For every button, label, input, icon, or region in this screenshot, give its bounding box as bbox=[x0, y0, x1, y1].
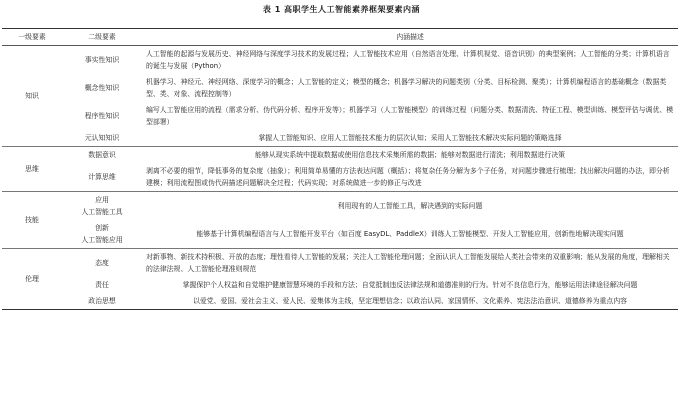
sub-element: 责任 bbox=[95, 281, 109, 289]
header-level1: 一级要素 bbox=[18, 33, 46, 41]
requirements-table bbox=[2, 28, 678, 310]
table-row bbox=[2, 163, 678, 192]
sub-element: 概念性知识 bbox=[84, 84, 120, 92]
description-text: 能够从现实系统中提取数据或使用信息技术采集所需的数据；能够对数据进行清洗；利用数据进行决策 bbox=[254, 151, 566, 159]
category-ethics: 伦理 bbox=[25, 275, 39, 283]
description-text: 以爱党、爱国、爱社会主义、爱人民、爱集体为主线，坚定理想信念；以政治认同、家国情怀、文化素养、宪法法治意识、道德修养为重点内容 bbox=[192, 297, 628, 305]
header-description: 内涵描述 bbox=[396, 33, 424, 41]
description-cell bbox=[142, 74, 678, 102]
sub-element: 计算思维 bbox=[88, 173, 116, 181]
table-row bbox=[2, 192, 678, 221]
description-text: 人工智能的起源与发展历史、神经网络与深度学习技术的发展过程；人工智能技术应用（自然语言处理、计算机视觉、语音识别）的典型案例；人工智能的分类；计算机语言的诞生与发展（Python） bbox=[146, 50, 670, 70]
category-thinking: 思维 bbox=[25, 165, 39, 173]
description-cell bbox=[142, 130, 678, 147]
description-cell bbox=[142, 147, 678, 164]
table-row bbox=[2, 220, 678, 249]
description-text: 编写人工智能应用的流程（需求分析、伪代码分析、程序开发等）；机器学习（人工智能模型）的训练过程（问题分类、数据清洗、特征工程、模型训练、模型评估与调优、模型部署） bbox=[146, 106, 674, 126]
sub-element: 数据意识 bbox=[88, 151, 116, 159]
description-cell bbox=[142, 293, 678, 310]
sub-element: 态度 bbox=[95, 259, 109, 267]
table-row bbox=[2, 147, 678, 164]
table-row bbox=[2, 277, 678, 293]
table-row bbox=[2, 74, 678, 102]
description-cell bbox=[142, 46, 678, 75]
table-row bbox=[2, 249, 678, 278]
description-text: 能够基于计算机编程语言与人工智能开发平台（如百度 EasyDL、PaddleX）训练人工智能模型、开发人工智能应用，创新性地解决现实问题 bbox=[196, 230, 624, 238]
sub-element: 事实性知识 bbox=[84, 56, 120, 64]
header-level2: 二级要素 bbox=[88, 33, 116, 41]
description-text: 机器学习、神经元、神经网络、深度学习的概念；人工智能的定义；模型的概念；机器学习解决的问题类别（分类、目标检测、聚类）；计算机编程语言的基础概念（数据类型、类、对象、流程控制等） bbox=[146, 78, 667, 98]
description-text: 对新事物、新技术持积极、开放的态度；理性看待人工智能的发展；关注人工智能伦理问题；全面认识人工智能发展给人类社会带来的双重影响；能从发展的角度，理解相关的法律法规、人工智能伦理准则规范 bbox=[146, 253, 670, 273]
table-row bbox=[2, 293, 678, 310]
table-row bbox=[2, 102, 678, 130]
table-title: 表 1 高职学生人工智能素养框架要素内涵 bbox=[262, 5, 421, 14]
description-cell bbox=[142, 163, 678, 192]
category-knowledge: 知识 bbox=[25, 92, 39, 100]
table-row bbox=[2, 46, 678, 75]
description-text: 利用现有的人工智能工具，解决遇到的实际问题 bbox=[337, 202, 483, 210]
table-header-row bbox=[2, 29, 678, 46]
table-row bbox=[2, 130, 678, 147]
sub-element: 元认知知识 bbox=[84, 134, 120, 142]
description-cell bbox=[142, 249, 678, 278]
sub-element: 应用 人工智能工具 bbox=[81, 196, 123, 216]
description-text: 剥离不必要的细节，降低事务的复杂度（抽象）；利用简单易懂的方法表达问题（概括）；将复杂任务分解为多个子任务，对问题步骤进行梳理；找出解决问题的办法，即分析建模；利用流程图或伪代码描述问题解决全过程；代码实现；对系统做进一步的修正与改进 bbox=[146, 167, 670, 187]
description-cell bbox=[142, 220, 678, 249]
description-cell bbox=[142, 102, 678, 130]
description-text: 掌握人工智能知识、应用人工智能技术能力的层次认知；采用人工智能技术解决实际问题的策略选择 bbox=[258, 134, 562, 142]
description-text: 掌握保护个人权益和自觉维护健康智慧环境的手段和方法；自觉抵制违反法律法规和道德准则的行为。针对不良信息行为，能够运用法律途径解决问题 bbox=[182, 281, 638, 289]
description-cell bbox=[142, 192, 678, 221]
sub-element: 程序性知识 bbox=[84, 112, 120, 120]
sub-element: 创新 人工智能应用 bbox=[81, 224, 123, 244]
category-skills: 技能 bbox=[25, 216, 39, 224]
description-cell bbox=[142, 277, 678, 293]
sub-element: 政治思想 bbox=[88, 297, 116, 305]
